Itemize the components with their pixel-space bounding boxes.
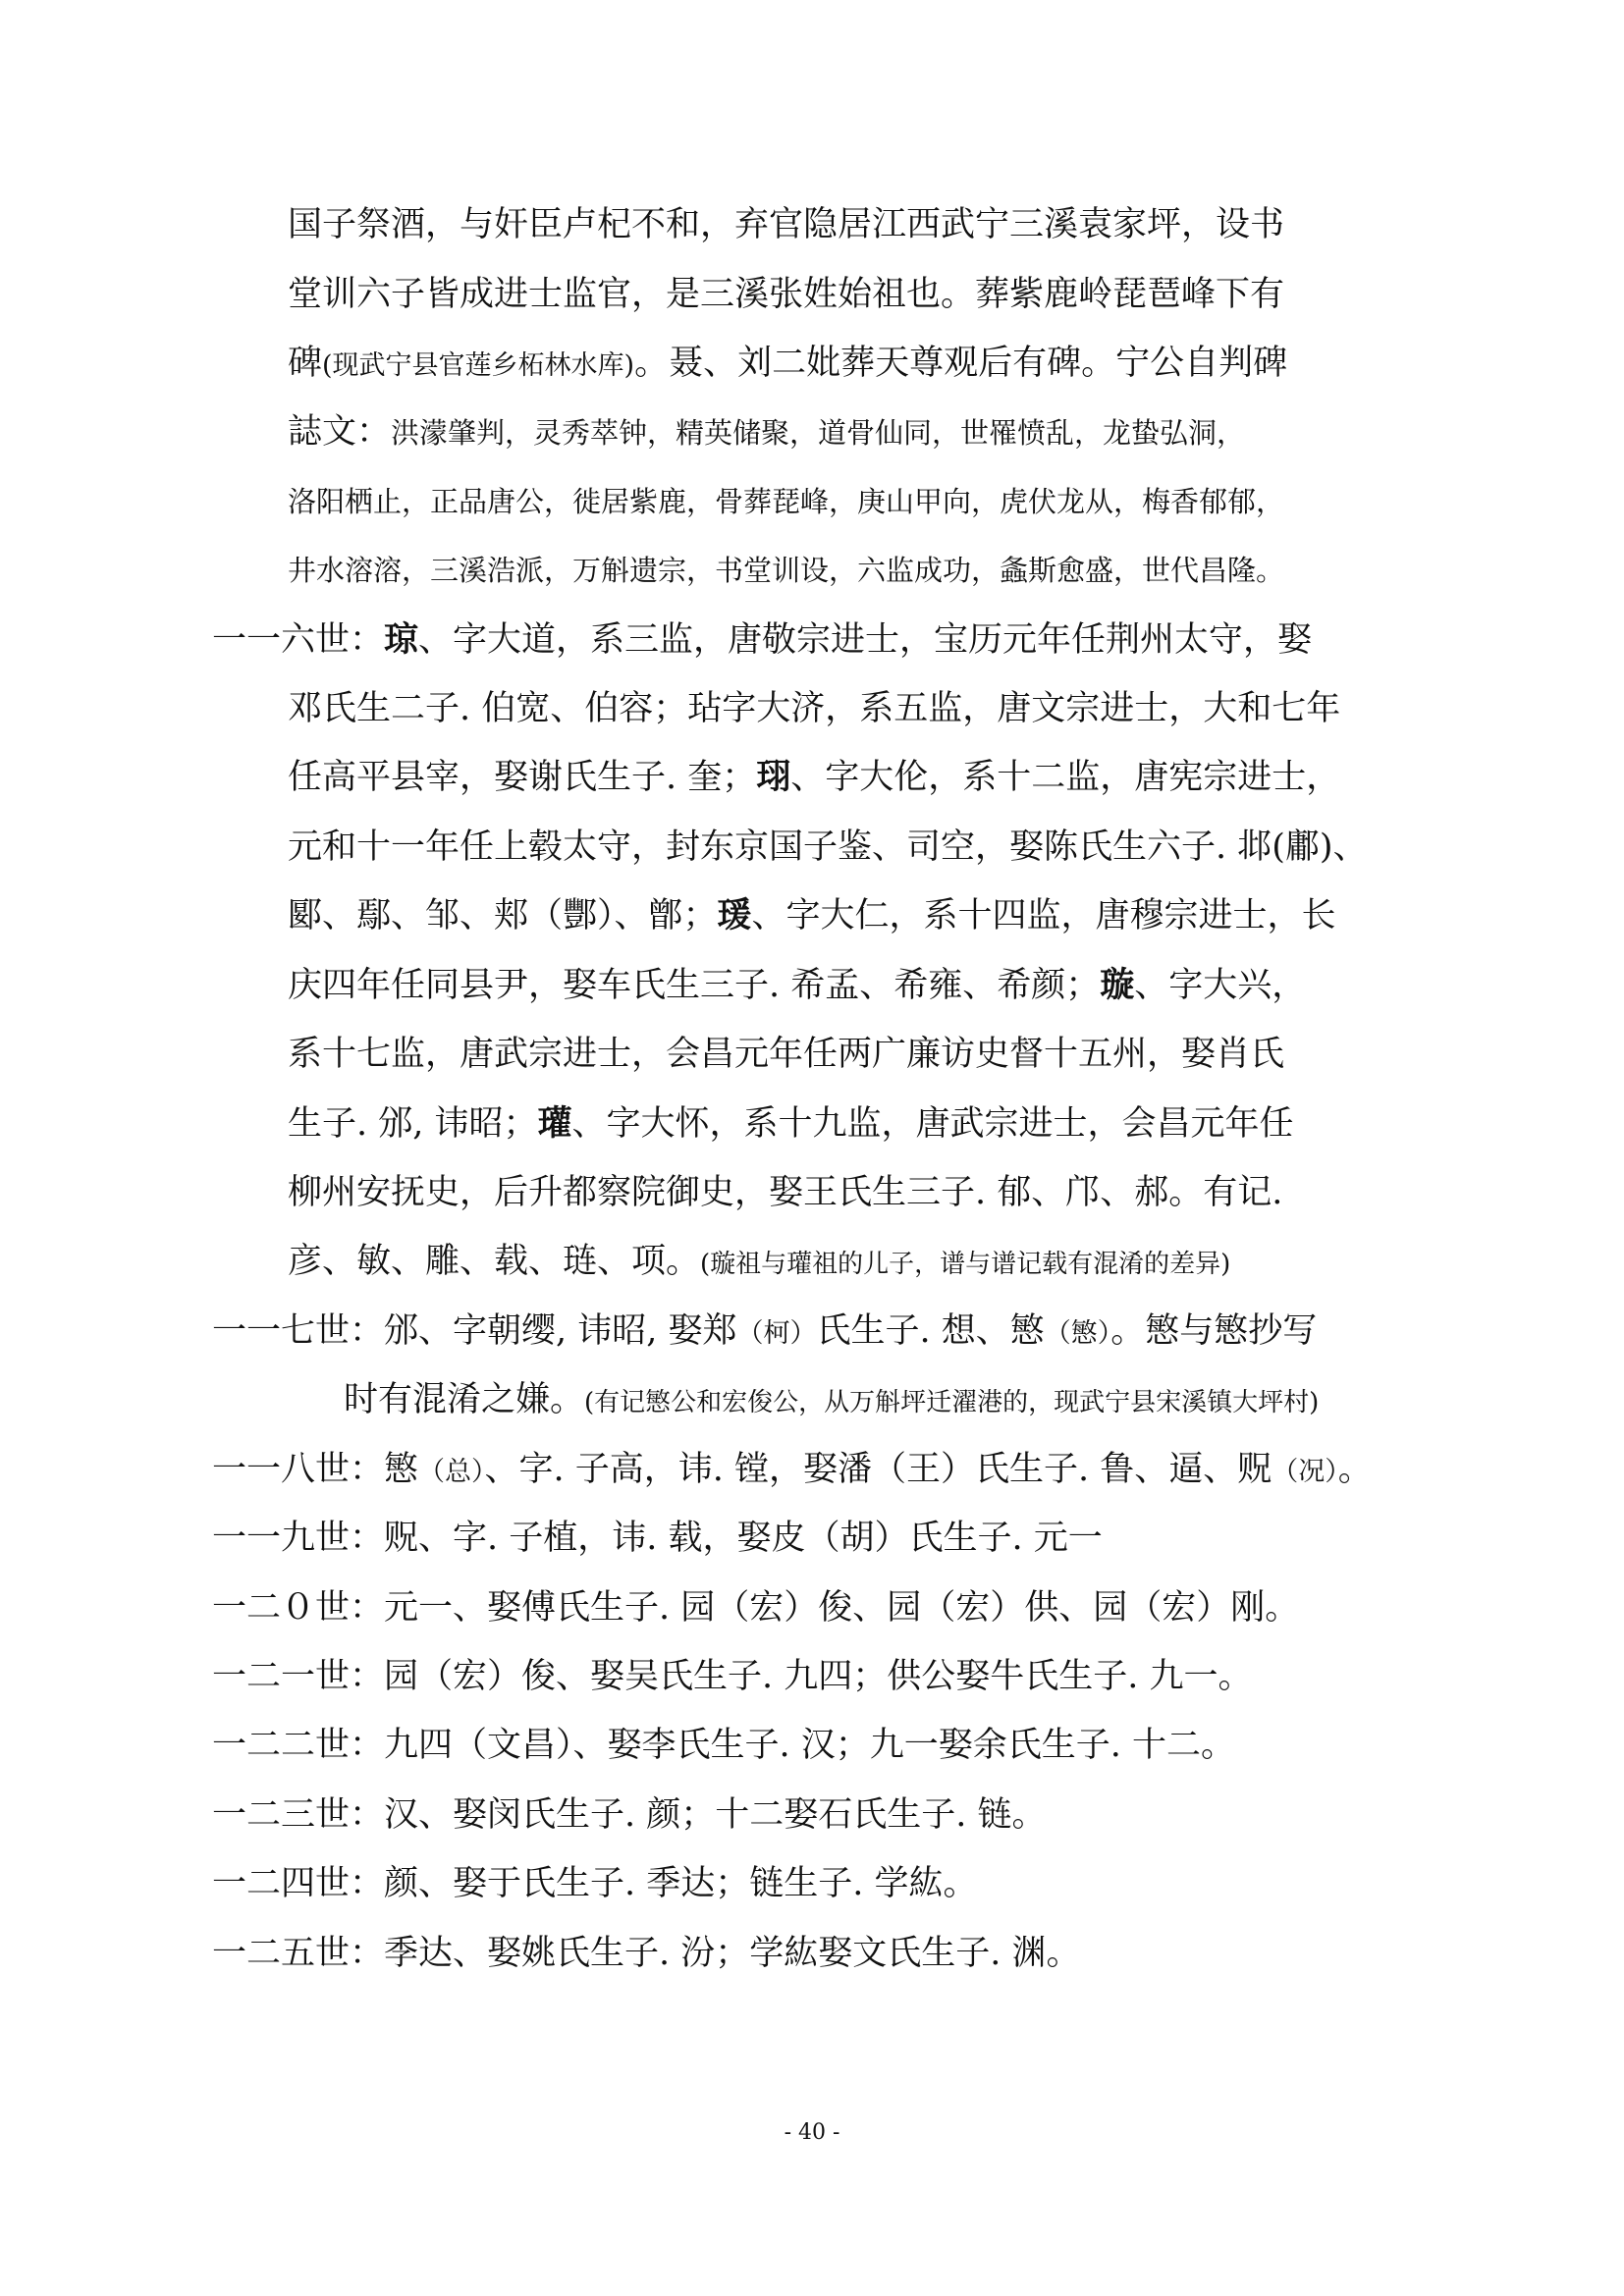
text-line: 郾、鄢、邹、郏（酆）、鄫；瑗、字大仁，系十四监，唐穆宗进士，长 [288, 895, 1336, 935]
ancestor-name: 瓘 [537, 1103, 572, 1144]
inscription-line: 井水溶溶，三溪浩派，万斛遗宗，书堂训设，六监成功，螽斯愈盛，世代昌隆。 [288, 554, 1285, 587]
text-line: 国子祭酒，与奸臣卢杞不和，弃官隐居江西武宁三溪袁家坪，设书 [288, 205, 1285, 244]
ancestor-name: 璇 [1100, 965, 1135, 1005]
text-line: 柳州安抚史，后升都察院御史，娶王氏生三子. 郁、邝、郝。有记. [288, 1173, 1283, 1212]
text-line: 任高平县宰，娶谢氏生子. 奎；珝、字大伦，系十二监，唐宪宗进士， [288, 757, 1341, 797]
page-number: - 40 - [784, 2120, 840, 2145]
annotation-note: (有记慜公和宏俊公，从万斛坪迁濯港的，现武宁县宋溪镇大坪村) [584, 1388, 1320, 1417]
location-note: (现武宁县官莲乡柘林水库) [322, 350, 635, 381]
ancestor-name: 珝 [756, 757, 791, 797]
annotation-note: (璇祖与瓘祖的儿子，谱与谱记载有混淆的差异) [700, 1250, 1231, 1279]
text-line: 生子. 邠, 讳昭；瓘、字大怀，系十九监，唐武宗进士，会昌元年任 [288, 1103, 1294, 1144]
text-line: 元和十一年任上毂太守，封东京国子鉴、司空，娶陈氏生六子. 邶(鄘)、 [288, 828, 1368, 867]
generation-entry: 一二二世：九四（文昌）、娶李氏生子. 汉；九一娶余氏生子. 十二。 [212, 1726, 1236, 1765]
inscription-line: 洛阳栖止，正品唐公，徙居紫鹿，骨葬琵峰，庚山甲向，虎伏龙从，梅香郁郁， [288, 485, 1285, 518]
generation-entry: 一二五世：季达、娶姚氏生子. 汾；学紘娶文氏生子. 渊。 [212, 1934, 1081, 1973]
text-line: 时有混淆之嫌。(有记慜公和宏俊公，从万斛坪迁濯港的，现武宁县宋溪镇大坪村) [344, 1380, 1320, 1419]
generation-entry: 一二三世：汉、娶闵氏生子. 颜；十二娶石氏生子. 链。 [212, 1795, 1047, 1835]
text-line: 系十七监，唐武宗进士，会昌元年任两广廉访史督十五州，娶肖氏 [288, 1035, 1285, 1074]
text-line: 庆四年任同县尹，娶车氏生三子. 希孟、希雍、希颜；璇、字大兴， [288, 965, 1307, 1005]
text-line: 堂训六子皆成进士监官，是三溪张姓始祖也。葬紫鹿岭琵琶峰下有 [288, 275, 1285, 314]
generation-entry: 一一六世：琼、字大道，系三监，唐敬宗进士，宝历元年任荆州太守，娶 [212, 619, 1313, 660]
generation-entry: 一一七世：邠、字朝缨, 讳昭, 娶郑（柯）氏生子. 想、慜（慜）。慜与慜抄写 [212, 1311, 1318, 1351]
generation-entry: 一一九世：贶、字. 子植，讳. 载，娶皮（胡）氏生子. 元一 [212, 1519, 1103, 1558]
text-line: 碑(现武宁县官莲乡柘林水库)。聂、刘二妣葬天尊观后有碑。宁公自判碑 [288, 344, 1288, 383]
inscription-line: 誌文：洪濛肇判，灵秀萃钟，精英储聚，道骨仙同，世罹愤乱，龙蛰弘洞， [288, 412, 1246, 452]
generation-entry: 一二０世：元一、娶傅氏生子. 园（宏）俊、园（宏）供、园（宏）刚。 [212, 1588, 1300, 1628]
text-line: 彦、敏、雕、载、琏、项。(璇祖与瓘祖的儿子，谱与谱记载有混淆的差异) [288, 1242, 1231, 1281]
ancestor-name: 琼 [384, 619, 419, 660]
text-line: 邓氏生二子. 伯宽、伯容；玷字大济，系五监，唐文宗进士，大和七年 [288, 689, 1341, 728]
generation-entry: 一二一世：园（宏）俊、娶吴氏生子. 九四；供公娶牛氏生子. 九一。 [212, 1657, 1253, 1696]
ancestor-name: 瑗 [717, 895, 752, 935]
generation-entry: 一一八世：慜（总）、字. 子高，讳. 镗，娶潘（王）氏生子. 鲁、逼、贶（况）。 [212, 1450, 1373, 1489]
generation-entry: 一二四世：颜、娶于氏生子. 季达；链生子. 学紘。 [212, 1864, 978, 1903]
